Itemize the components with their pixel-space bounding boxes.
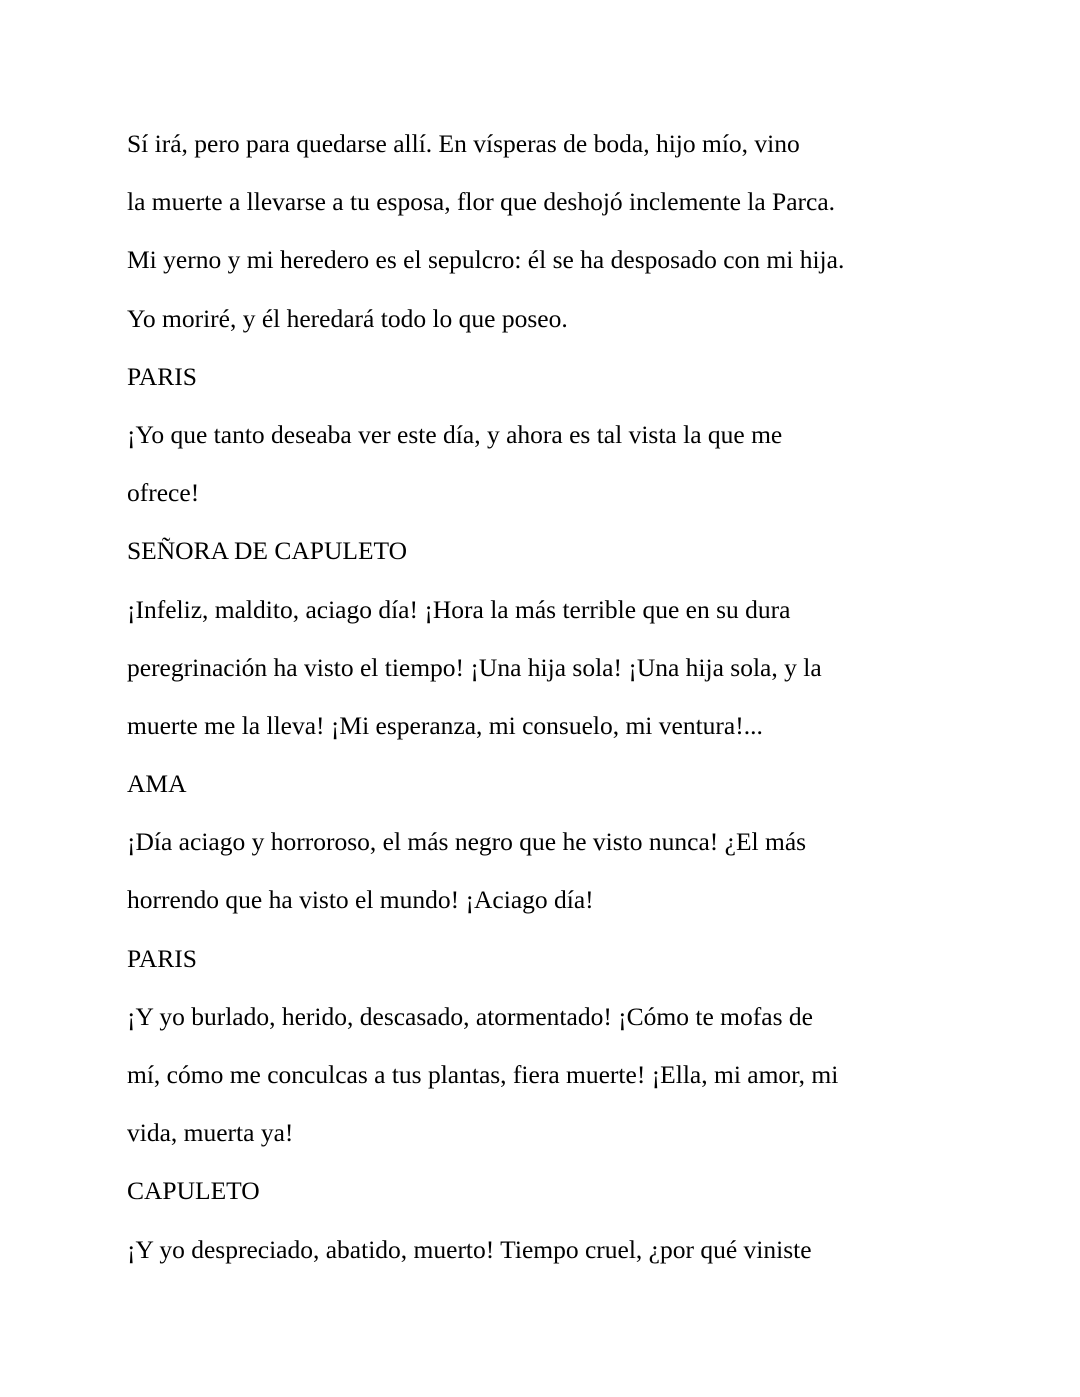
dialogue-line: ofrece!: [127, 478, 200, 508]
dialogue-line: horrendo que ha visto el mundo! ¡Aciago día!: [127, 885, 594, 915]
speaker-name: PARIS: [127, 361, 197, 391]
speaker-name: SEÑORA DE CAPULETO: [127, 536, 408, 566]
dialogue-line: ¡Yo que tanto deseaba ver este día, y ahora es tal vista la que me: [127, 419, 783, 449]
dialogue-line: Sí irá, pero para quedarse allí. En vísperas de boda, hijo mío, vino: [127, 129, 800, 158]
speaker-name: CAPULETO: [127, 1176, 260, 1206]
dialogue-line: vida, muerta ya!: [127, 1118, 294, 1148]
dialogue-line: la muerte a llevarse a tu esposa, flor que deshojó inclemente la Parca.: [127, 187, 836, 217]
dialogue-line: ¡Infeliz, maldito, aciago día! ¡Hora la más terrible que en su dura: [127, 594, 791, 624]
dialogue-line: ¡Y yo burlado, herido, descasado, atormentado! ¡Cómo te mofas de: [127, 1001, 813, 1031]
dialogue-line: mí, cómo me conculcas a tus plantas, fiera muerte! ¡Ella, mi amor, mi: [127, 1060, 839, 1089]
dialogue-line: ¡Y yo despreciado, abatido, muerto! Tiempo cruel, ¿por qué viniste: [127, 1234, 812, 1264]
dialogue-line: Mi yerno y mi heredero es el sepulcro: él se ha desposado con mi hija.: [127, 245, 845, 275]
play-text: [127, 120, 1027, 1284]
speaker-name: PARIS: [127, 943, 197, 973]
speaker-name: AMA: [127, 769, 187, 799]
dialogue-line: muerte me la lleva! ¡Mi esperanza, mi consuelo, mi ventura!...: [127, 710, 763, 740]
dialogue-line: Yo moriré, y él heredará todo lo que poseo.: [127, 303, 568, 333]
dialogue-line: ¡Día aciago y horroroso, el más negro que he visto nunca! ¿El más: [127, 827, 807, 857]
dialogue-line: peregrinación ha visto el tiempo! ¡Una hija sola! ¡Una hija sola, y la: [127, 652, 822, 682]
